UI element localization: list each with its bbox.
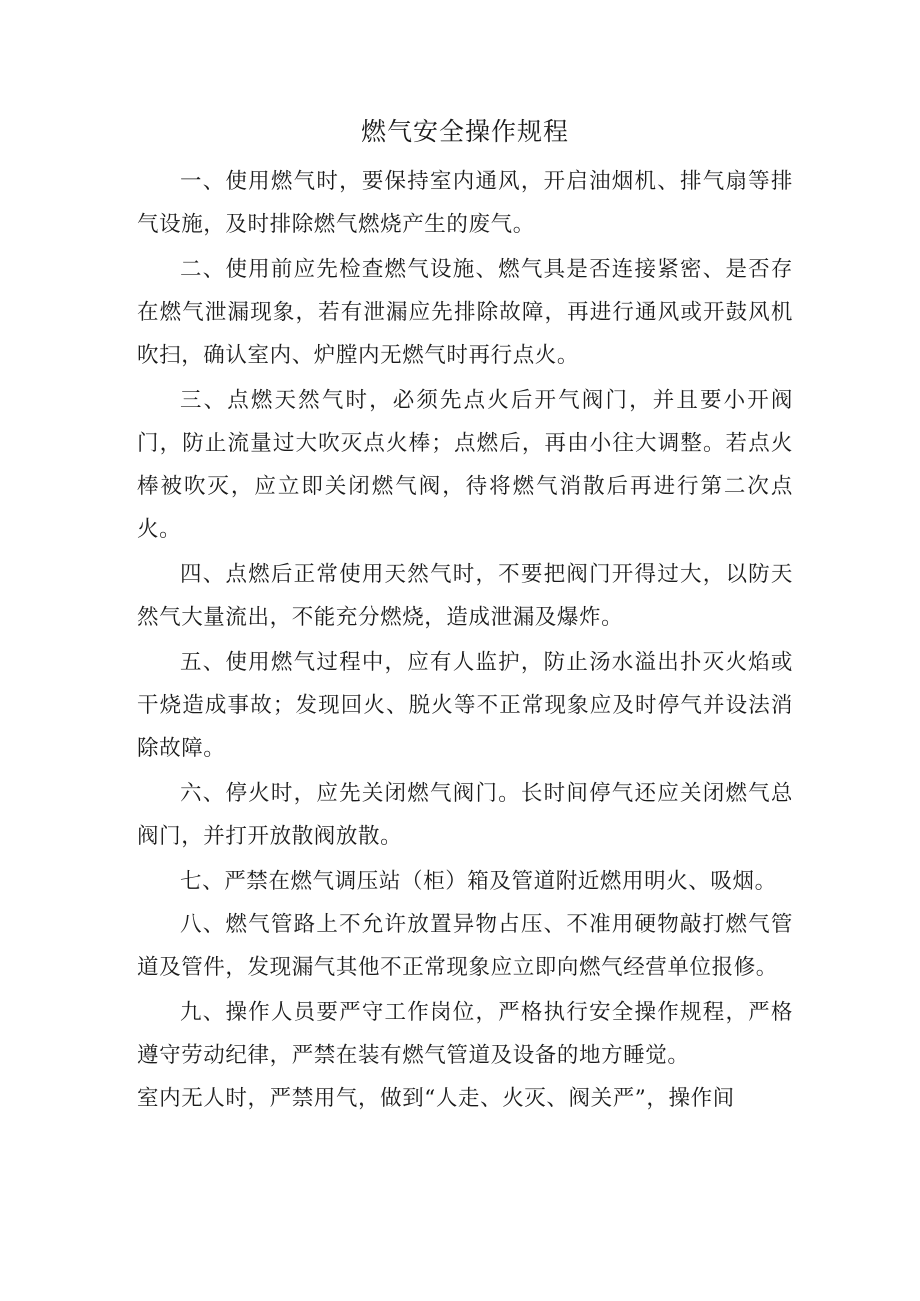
document-title: 燃气安全操作规程 (360, 117, 569, 146)
paragraph-3: 三、点燃天然气时，必须先点火后开气阀门，并且要小开阀门，防止流量过大吹灭点火棒；点燃后，再由小往大调整。若点火棒被吹灭，应立即关闭燃气阀，待将燃气消散后再进行第二次点火。 (137, 388, 793, 542)
paragraph-8: 八、燃气管路上不允许放置异物占压、不准用硬物敲打燃气管道及管件，发现漏气其他不正常现象应立即向燃气经营单位报修。 (137, 912, 793, 980)
paragraph-1: 一、使用燃气时，要保持室内通风，开启油烟机、排气扇等排气设施，及时排除燃气燃烧产生的废气。 (137, 169, 793, 237)
paragraph-5: 五、使用燃气过程中，应有人监护，防止汤水溢出扑灭火焰或干烧造成事故；发现回火、脱火等不正常现象应及时停气并设法消除故障。 (137, 650, 793, 761)
paragraph-2: 二、使用前应先检查燃气设施、燃气具是否连接紧密、是否存在燃气泄漏现象，若有泄漏应先排除故障，再进行通风或开鼓风机吹扫，确认室内、炉膛内无燃气时再行点火。 (137, 257, 793, 368)
paragraph-10: 室内无人时，严禁用气，做到“人走、火灭、阀关严”，操作间 (137, 1086, 735, 1111)
paragraph-6: 六、停火时，应先关闭燃气阀门。长时间停气还应关闭燃气总阀门，并打开放散阀放散。 (137, 781, 793, 849)
paragraph-9: 九、操作人员要严守工作岗位，严格执行安全操作规程，严格遵守劳动纪律，严禁在装有燃气管道及设备的地方睡觉。 (137, 1000, 793, 1068)
document-page (137, 112, 793, 1122)
paragraph-4: 四、点燃后正常使用天然气时，不要把阀门开得过大，以防天然气大量流出，不能充分燃烧，造成泄漏及爆炸。 (137, 562, 793, 630)
paragraph-7: 七、严禁在燃气调压站（柜）箱及管道附近燃用明火、吸烟。 (180, 869, 777, 894)
